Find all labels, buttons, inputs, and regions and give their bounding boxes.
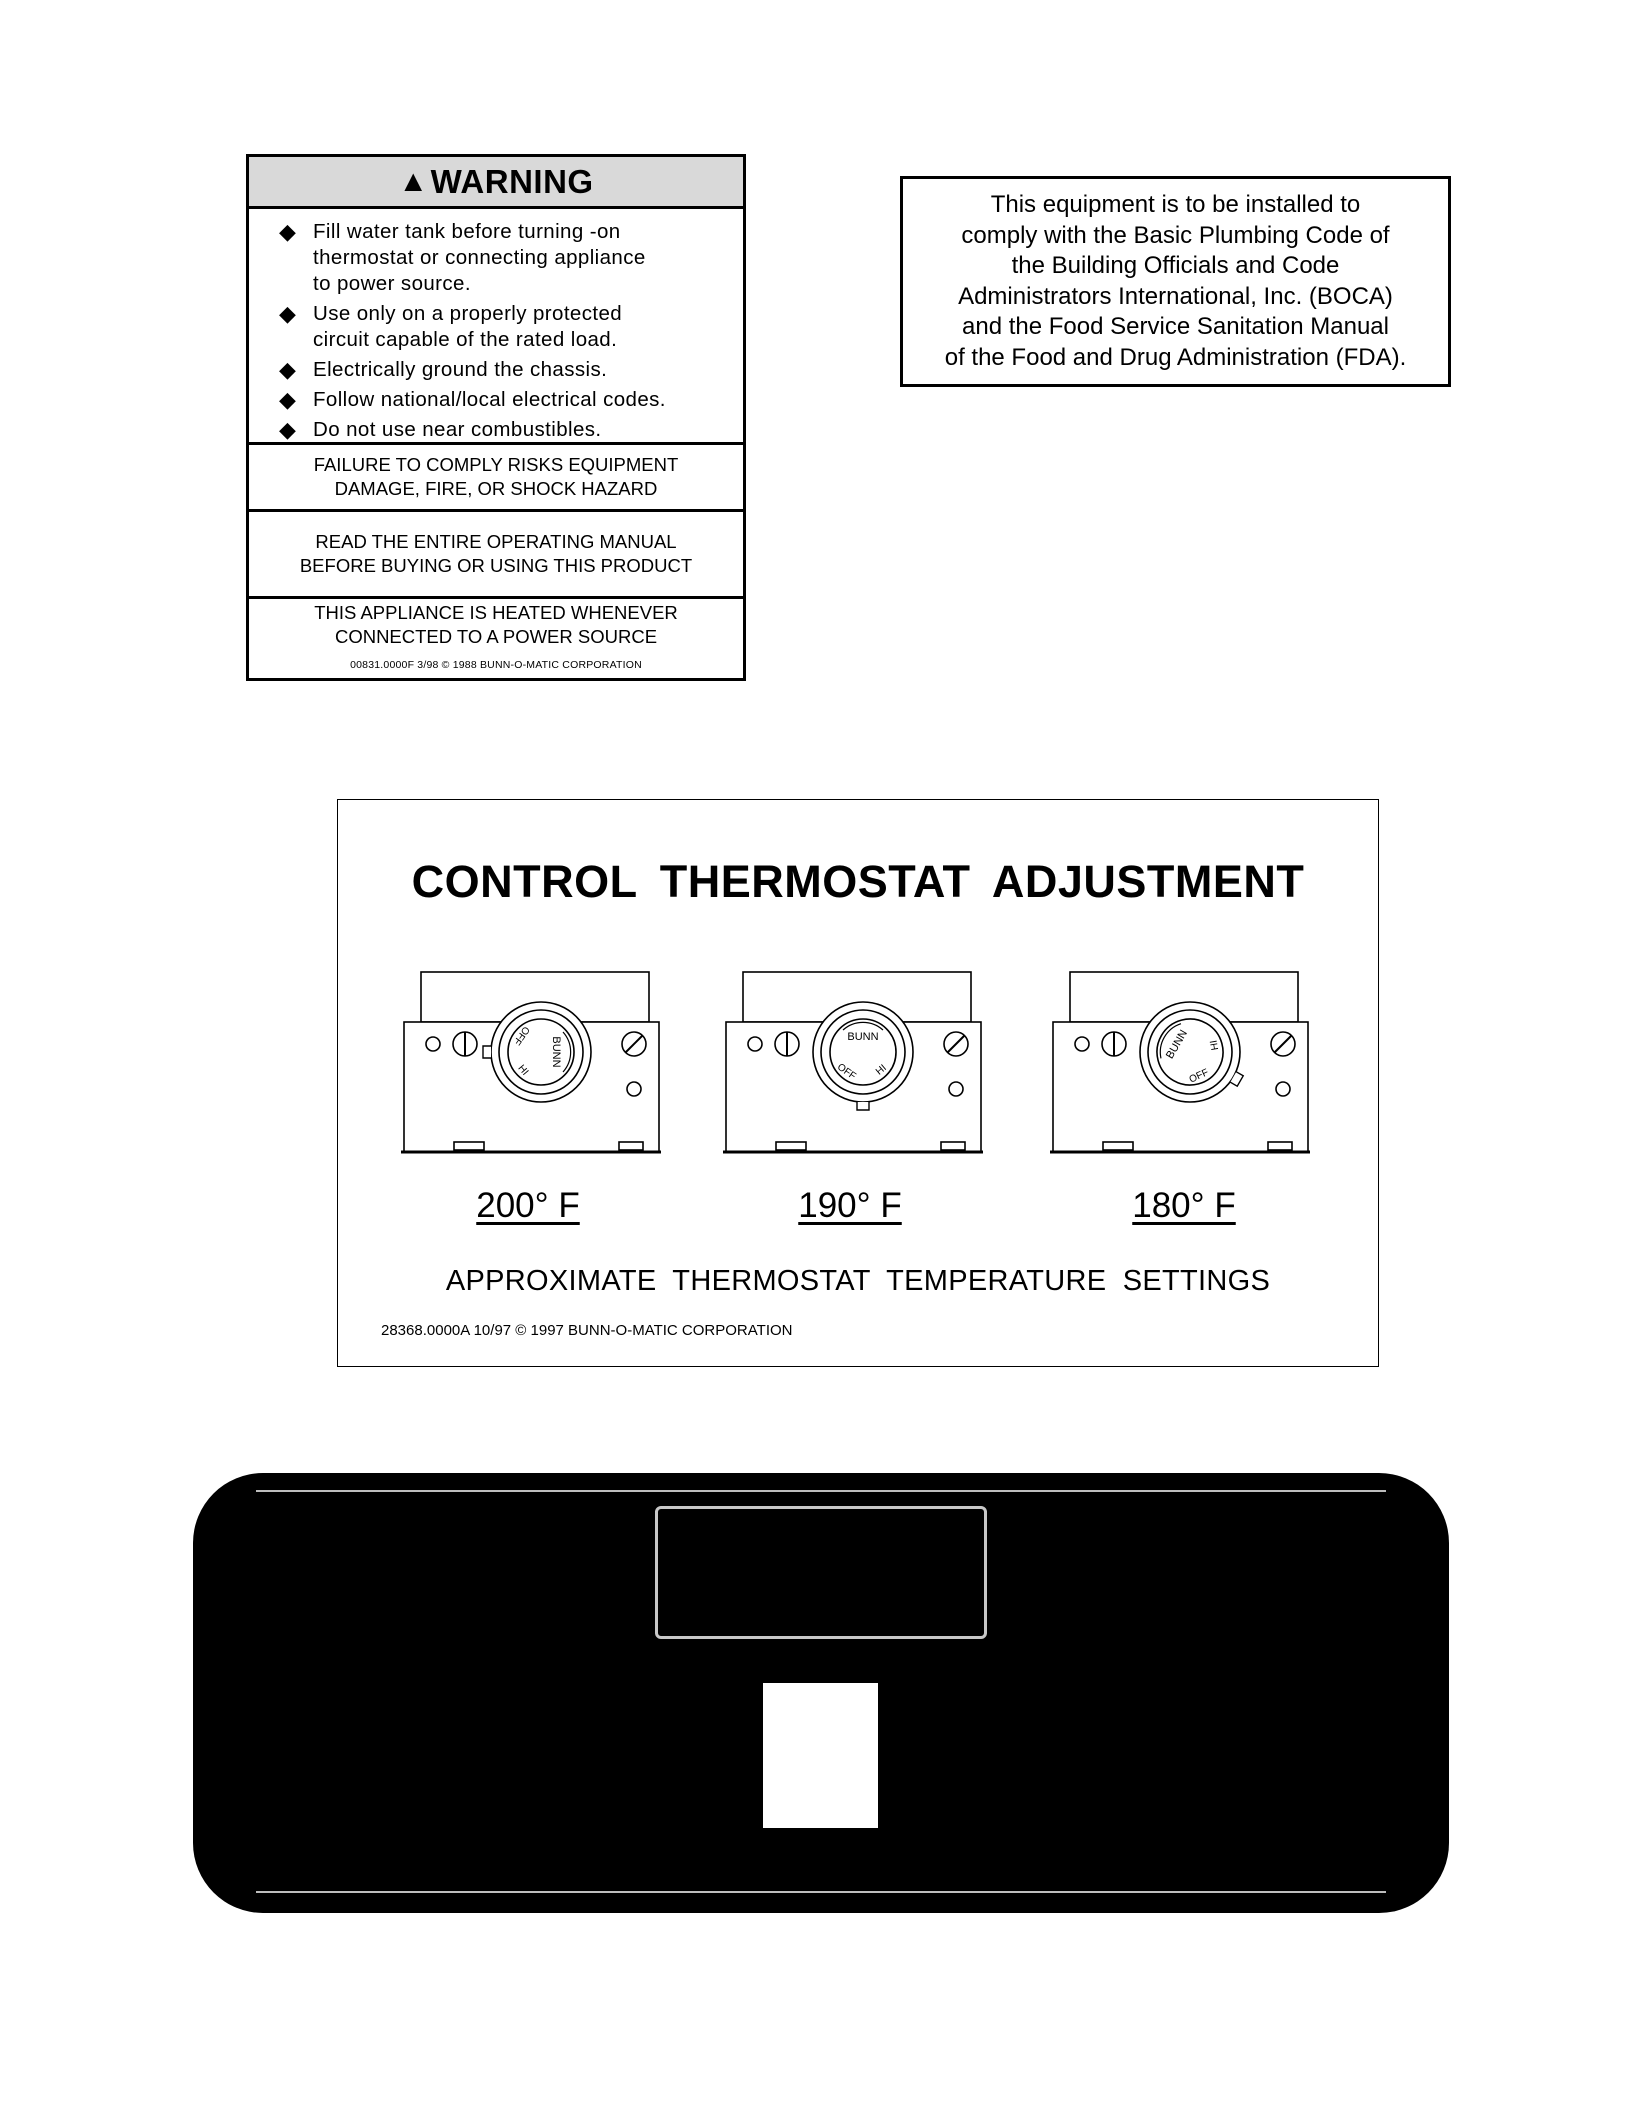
panel-display-window bbox=[655, 1506, 987, 1639]
warning-item-line: to power source. bbox=[313, 272, 471, 295]
warning-item bbox=[279, 387, 743, 413]
failure-notice-line: DAMAGE, FIRE, OR SHOCK HAZARD bbox=[334, 478, 658, 499]
knob-hi-text: HI bbox=[515, 1063, 531, 1078]
warning-item-line: Follow national/local electrical codes. bbox=[313, 388, 666, 411]
warning-header-text: WARNING bbox=[430, 162, 594, 200]
knob-brand-text: BUNN bbox=[1164, 1028, 1190, 1061]
knob-hi-text: HI bbox=[1208, 1039, 1222, 1051]
diamond-bullet-icon: ◆ bbox=[279, 387, 297, 412]
panel-trim-line-bottom bbox=[256, 1891, 1386, 1893]
knob-hi-text: HI bbox=[874, 1062, 889, 1078]
thermostat-unit bbox=[1050, 972, 1310, 1152]
warning-label bbox=[246, 154, 746, 681]
compliance-line: Administrators International, Inc. (BOCA) bbox=[958, 282, 1393, 310]
thermostat-unit bbox=[401, 972, 661, 1152]
warning-triangle-icon: ▲ bbox=[398, 164, 429, 198]
warning-item bbox=[279, 417, 743, 443]
thermostat-title: CONTROL THERMOSTAT ADJUSTMENT bbox=[411, 856, 1305, 907]
heated-notice bbox=[249, 599, 743, 678]
warning-item-line: Fill water tank before turning -on bbox=[313, 220, 621, 243]
warning-item bbox=[279, 219, 743, 297]
compliance-line: the Building Officials and Code bbox=[1011, 252, 1340, 279]
diamond-bullet-icon: ◆ bbox=[279, 417, 297, 442]
compliance-line: This equipment is to be installed to bbox=[990, 191, 1361, 218]
diamond-bullet-icon: ◆ bbox=[279, 219, 297, 244]
warning-label-code: 00831.0000F 3/98 © 1988 BUNN-O-MATIC CORPORATION bbox=[350, 658, 642, 671]
knob-off-text: OFF bbox=[1187, 1067, 1211, 1086]
failure-notice-line: FAILURE TO COMPLY RISKS EQUIPMENT bbox=[313, 454, 679, 475]
knob-off-text: OFF bbox=[510, 1024, 532, 1047]
thermostat-unit bbox=[723, 972, 983, 1152]
warning-item-line: thermostat or connecting appliance bbox=[313, 246, 646, 269]
warning-item bbox=[279, 357, 743, 383]
panel-trim-line-top bbox=[256, 1490, 1386, 1492]
compliance-notice bbox=[900, 176, 1451, 387]
warning-item bbox=[279, 301, 743, 353]
thermostat-caption: APPROXIMATE THERMOSTAT TEMPERATURE SETTINGS bbox=[445, 1265, 1271, 1297]
warning-item-line: circuit capable of the rated load. bbox=[313, 328, 618, 351]
thermostat-label-code: 28368.0000A 10/97 © 1997 BUNN-O-MATIC CORPORATION bbox=[381, 1322, 793, 1339]
warning-item-line: Do not use near combustibles. bbox=[313, 418, 602, 441]
knob-off-text: OFF bbox=[835, 1061, 858, 1083]
temp-setting-190: 190° F bbox=[798, 1186, 902, 1225]
warning-item-line: Use only on a properly protected bbox=[313, 302, 623, 325]
heated-notice-line: THIS APPLIANCE IS HEATED WHENEVER bbox=[314, 601, 678, 623]
temp-setting-180: 180° F bbox=[1132, 1186, 1236, 1225]
knob-pointer bbox=[857, 1102, 869, 1110]
compliance-line: comply with the Basic Plumbing Code of bbox=[961, 221, 1390, 249]
control-panel bbox=[193, 1473, 1449, 1913]
warning-header bbox=[249, 157, 743, 209]
manual-notice-line: READ THE ENTIRE OPERATING MANUAL bbox=[315, 531, 677, 552]
diamond-bullet-icon: ◆ bbox=[279, 357, 297, 382]
manual-notice-line: BEFORE BUYING OR USING THIS PRODUCT bbox=[299, 555, 693, 576]
compliance-line: and the Food Service Sanitation Manual bbox=[962, 313, 1389, 340]
warning-item-line: Electrically ground the chassis. bbox=[313, 358, 608, 381]
temp-setting-200: 200° F bbox=[476, 1186, 580, 1225]
compliance-line: of the Food and Drug Administration (FDA). bbox=[944, 343, 1407, 371]
warning-list bbox=[249, 209, 743, 445]
knob-pointer bbox=[483, 1046, 491, 1058]
panel-switch-cutout[interactable] bbox=[763, 1683, 878, 1828]
thermostat-label bbox=[337, 799, 1379, 1367]
thermostat-diagrams bbox=[338, 800, 1380, 1180]
manual-notice bbox=[249, 512, 743, 599]
knob-brand-text: BUNN bbox=[550, 1036, 562, 1068]
diamond-bullet-icon: ◆ bbox=[279, 301, 297, 326]
failure-notice bbox=[249, 445, 743, 512]
knob-brand-text: BUNN bbox=[847, 1031, 879, 1043]
heated-notice-line: CONNECTED TO A POWER SOURCE bbox=[334, 625, 658, 647]
